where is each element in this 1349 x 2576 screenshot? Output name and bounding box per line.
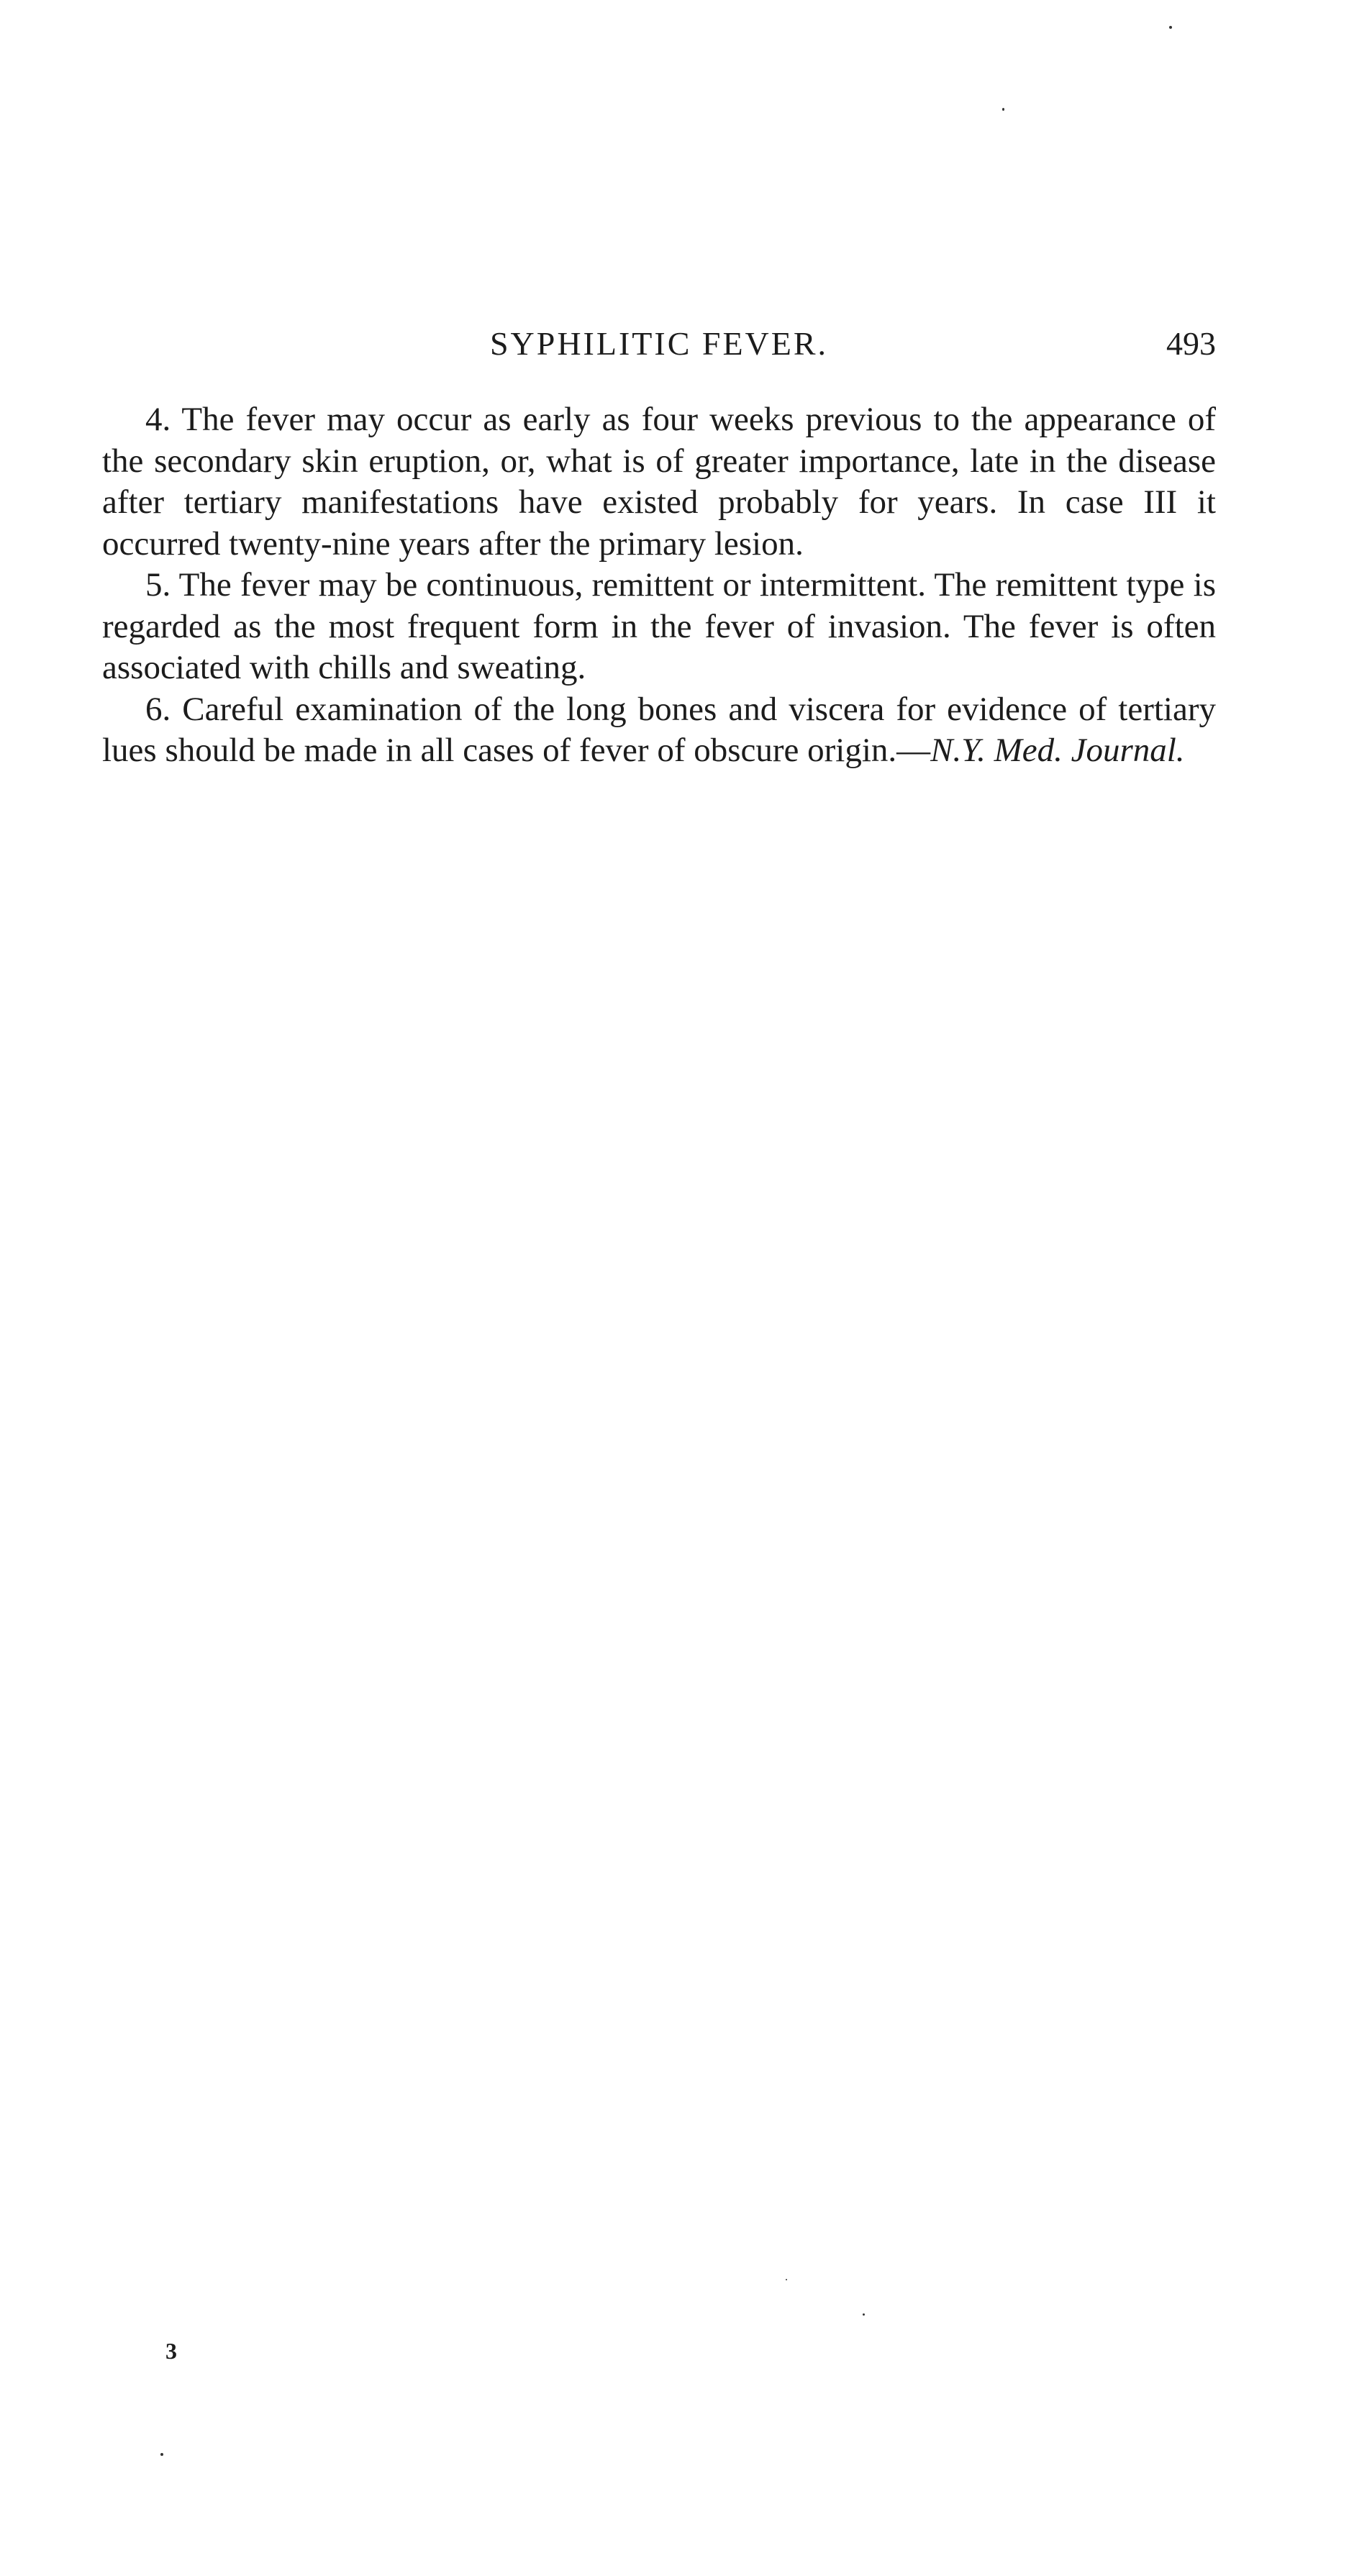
scan-speck (863, 2313, 865, 2316)
paragraph-6 (102, 689, 1216, 772)
journal-citation: N.Y. Med. Journal. (930, 732, 1185, 769)
scan-speck (160, 2453, 163, 2456)
paragraph-5 (102, 565, 1216, 689)
scan-speck (1002, 108, 1004, 111)
paragraph-6-text: 6. Careful examination of the long bones and viscera for evidence of tertiary lues should be made in all cases of fever of obscure origin.— (102, 690, 1216, 769)
running-head (102, 322, 1216, 365)
page-number: 493 (1166, 325, 1216, 362)
paragraph-5-text: 5. The fever may be continuous, remittent or intermittent. The remittent type is regarded as the most frequent form in the fever of invasion. The fever is often associated with chills and sweating. (102, 566, 1216, 686)
signature-mark: 3 (165, 2338, 177, 2364)
scan-speck (786, 2279, 787, 2280)
scan-speck (1169, 26, 1172, 29)
paragraph-4 (102, 399, 1216, 565)
running-title: SYPHILITIC FEVER. (489, 325, 829, 362)
paragraph-4-text: 4. The fever may occur as early as four weeks previous to the appearance of the secondary skin eruption, or, what is of greater importance, late in the disease after tertiary manifestations have existed probably for years. In case III it occurred twenty-nine years after the primary lesion. (102, 401, 1216, 563)
body-text (102, 399, 1216, 772)
